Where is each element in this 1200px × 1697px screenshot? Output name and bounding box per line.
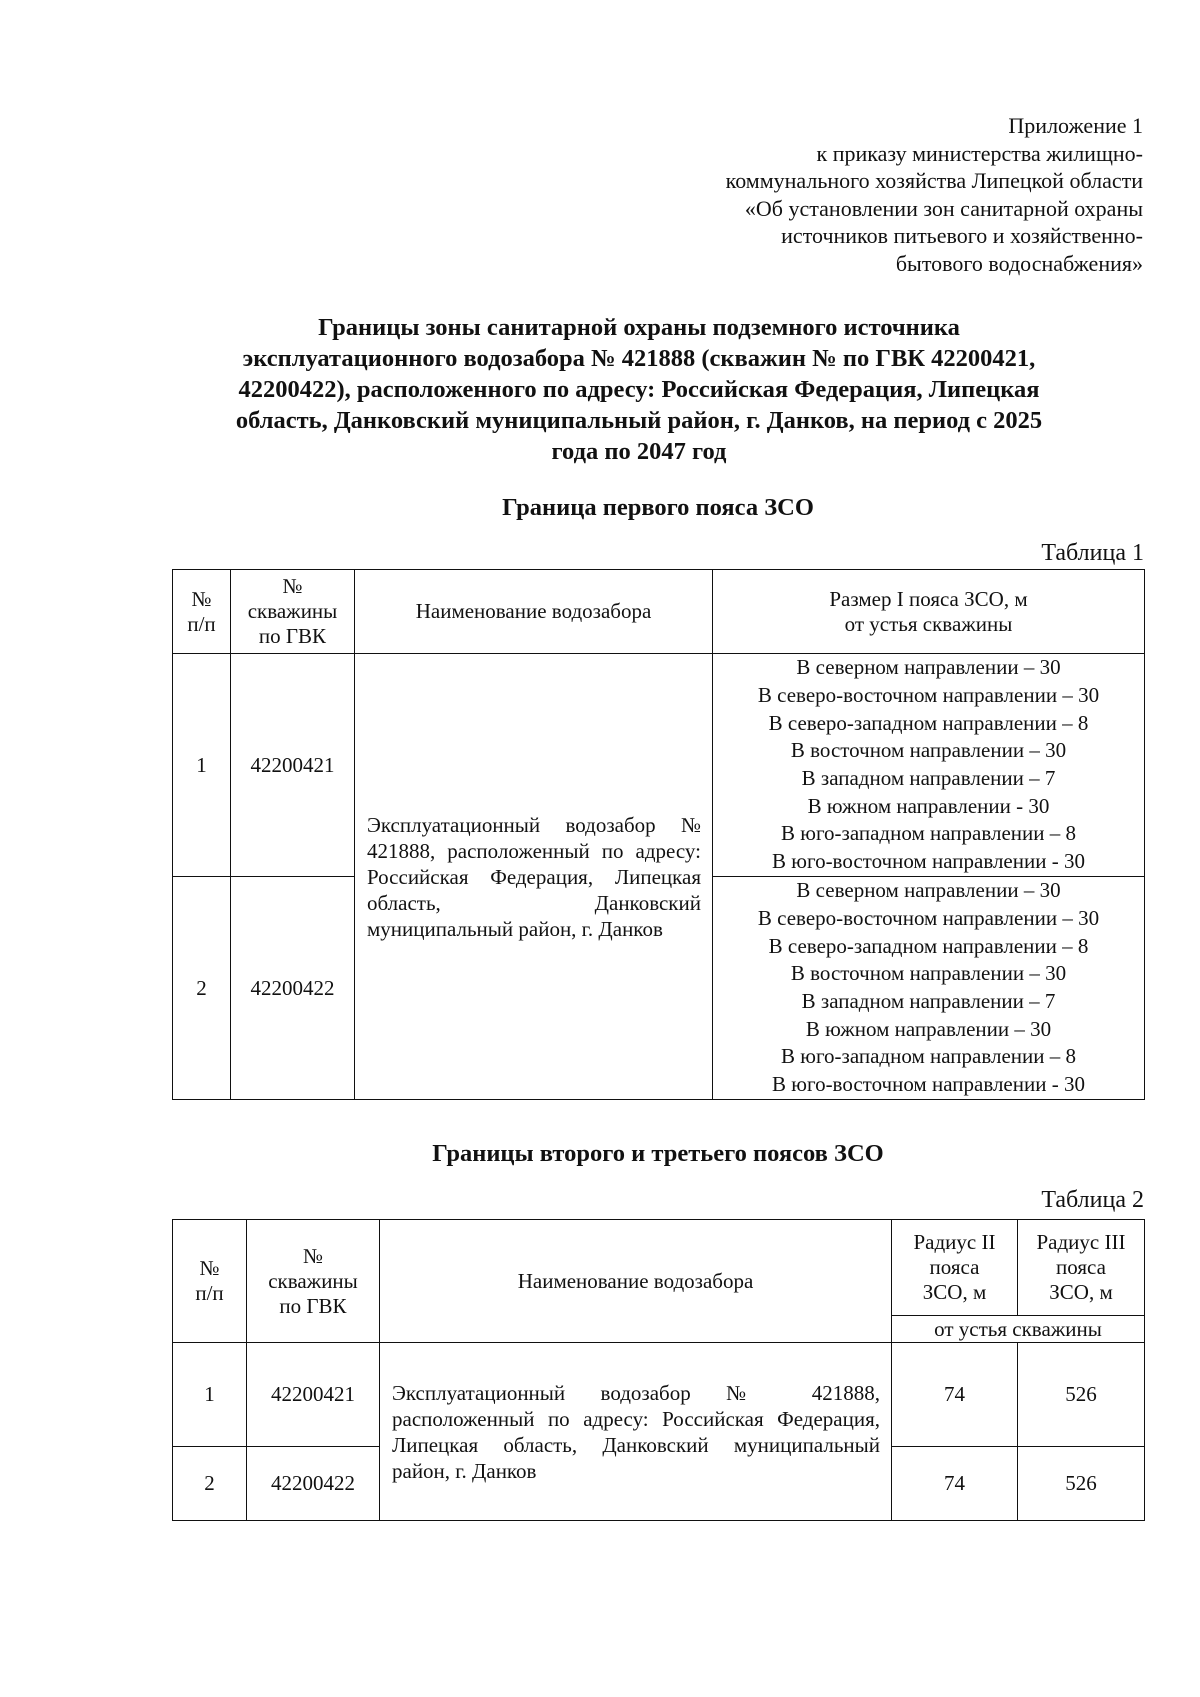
section2-title: Границы второго и третьего поясов ЗСО — [432, 1140, 884, 1167]
appendix-line: к приказу министерства жилищно- — [816, 140, 1143, 166]
appendix-line: бытового водоснабжения» — [895, 250, 1143, 276]
header-num: № п/п — [173, 570, 231, 654]
table2-label: Таблица 2 — [1041, 1187, 1144, 1213]
intake-name-cell: Эксплуатационный водозабор № 421888, расположенный по адресу: Российская Федерация, Липецкая область, Данковский муниципальный район, г. Данков — [355, 654, 713, 1100]
header-radius-2: Радиус II пояса ЗСО, м — [892, 1220, 1018, 1316]
row-num: 2 — [173, 1447, 247, 1521]
row-num: 2 — [173, 877, 231, 1100]
table-header-row — [173, 570, 1145, 654]
appendix-line: источников питьевого и хозяйственно- — [781, 223, 1143, 248]
title-line: область, Данковский муниципальный район, г. Данков, на период с 2025 — [235, 407, 1043, 434]
row-radius-3: 526 — [1018, 1447, 1145, 1521]
header-well: № скважины по ГВК — [247, 1220, 380, 1343]
table-row — [173, 654, 1145, 877]
zone2-3-table — [172, 1219, 1145, 1521]
title-line: эксплуатационного водозабора № 421888 (скважин № по ГВК 42200421, — [242, 345, 1036, 372]
title-line: Границы зоны санитарной охраны подземного источника — [318, 314, 960, 341]
table-row — [173, 1343, 1145, 1447]
row-directions: В северном направлении – 30 В северо-восточном направлении – 30 В северо-западном направлении – 8 В восточном направлении – 30 В западном направлении – 7 В южном направлении - 30 В юго-западном направлении – 8 В юго-восточном направлении - 30 — [713, 654, 1145, 877]
row-radius-2: 74 — [892, 1343, 1018, 1447]
appendix-line: Приложение 1 — [1008, 113, 1143, 138]
header-from-wellhead: от устья скважины — [892, 1316, 1145, 1343]
header-intake-name: Наименование водозабора — [380, 1220, 892, 1343]
header-size: Размер I пояса ЗСО, м от устья скважины — [713, 570, 1145, 654]
row-radius-2: 74 — [892, 1447, 1018, 1521]
row-well: 42200422 — [247, 1447, 380, 1521]
header-well: № скважины по ГВК — [231, 570, 355, 654]
row-radius-3: 526 — [1018, 1343, 1145, 1447]
header-num: № п/п — [173, 1220, 247, 1343]
document-title — [150, 312, 1128, 467]
title-line: года по 2047 год — [551, 438, 727, 465]
header-radius-3: Радиус III пояса ЗСО, м — [1018, 1220, 1145, 1316]
row-well: 42200421 — [231, 654, 355, 877]
title-line: 42200422), расположенного по адресу: Российская Федерация, Липецкая — [238, 376, 1040, 403]
row-well: 42200421 — [247, 1343, 380, 1447]
table-header-row — [173, 1220, 1145, 1316]
row-well: 42200422 — [231, 877, 355, 1100]
row-num: 1 — [173, 1343, 247, 1447]
appendix-header — [726, 112, 1143, 277]
zone1-table — [172, 569, 1145, 1100]
table1-label: Таблица 1 — [1041, 540, 1144, 566]
appendix-line: «Об установлении зон санитарной охраны — [744, 195, 1143, 221]
section1-title: Граница первого пояса ЗСО — [502, 494, 814, 521]
header-intake-name: Наименование водозабора — [355, 570, 713, 654]
appendix-line: коммунального хозяйства Липецкой области — [725, 168, 1143, 193]
row-num: 1 — [173, 654, 231, 877]
row-directions: В северном направлении – 30 В северо-восточном направлении – 30 В северо-западном направлении – 8 В восточном направлении – 30 В западном направлении – 7 В южном направлении – 30 В юго-западном направлении – 8 В юго-восточном направлении - 30 — [713, 877, 1145, 1100]
intake-name-cell: Эксплуатационный водозабор № 421888, расположенный по адресу: Российская Федерация, Липецкая область, Данковский муниципальный район, г. Данков — [380, 1343, 892, 1521]
